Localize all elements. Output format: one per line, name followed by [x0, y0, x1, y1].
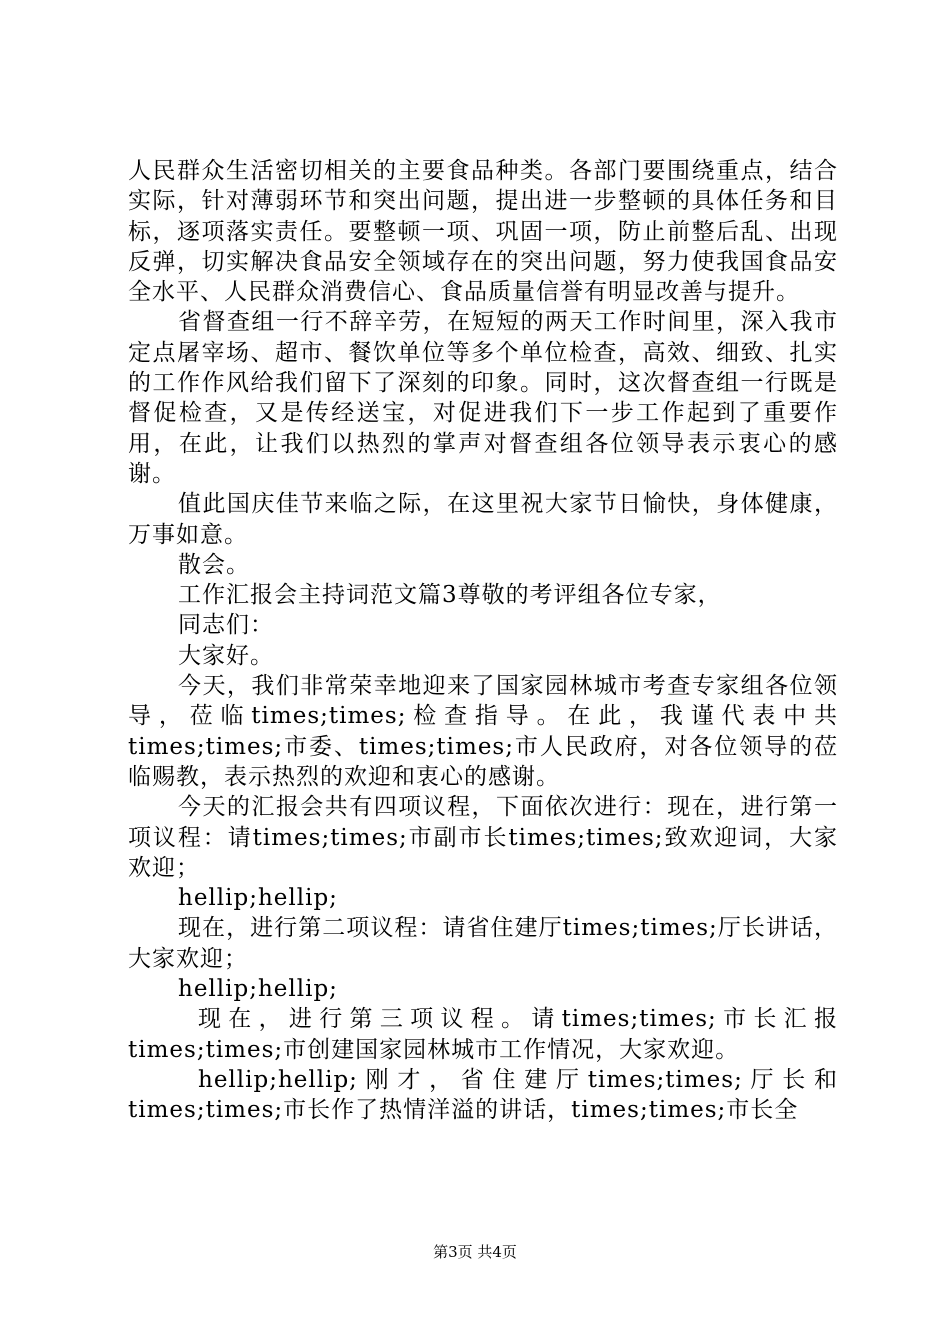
paragraph-ellipsis-1: hellip;hellip; [178, 885, 338, 912]
paragraph-inspection-team: 省督查组一行不辞辛劳，在短短的两天工作时间里，深入我市定点屠宰场、超市、餐饮单位等多个单位检查，高效、细致、扎实的工作作风给我们留下了深刻的印象。同时，这次督查组一行既是督促检查，又是传经送宝，对促进我们下一步工作起到了重要作用，在此，让我们以热烈的掌声对督查组各位领导表示衷心的感谢。 [128, 309, 838, 487]
paragraph-agenda-third: 现在，进行第三项议程。请times;times;市长汇报times;times;市创建国家园林城市工作情况，大家欢迎。 [128, 1006, 838, 1063]
page-footer [0, 1242, 950, 1262]
page-number-label: 第3页 共4页 [433, 1243, 517, 1261]
document-body [128, 156, 838, 1126]
paragraph-ellipsis-2: hellip;hellip; [178, 976, 338, 1003]
paragraph-holiday-wishes: 值此国庆佳节来临之际，在这里祝大家节日愉快，身体健康，万事如意。 [128, 491, 838, 548]
paragraph-closing-remarks: hellip;hellip;刚才，省住建厅times;times;厅长和times;times;市长作了热情洋溢的讲话，times;times;市长全 [128, 1066, 838, 1124]
paragraph-adjourn: 散会。 [178, 551, 250, 578]
paragraph-food-safety: 人民群众生活密切相关的主要食品种类。各部门要围绕重点，结合实际，针对薄弱环节和突出问题，提出进一步整顿的具体任务和目标，逐项落实责任。要整顿一项、巩固一项，防止前整后乱、出现反弹，切实解决食品安全领域存在的突出问题，努力使我国食品安全水平、人民群众消费信心、食品质量信誉有明显改善与提升。 [128, 158, 838, 306]
paragraph-agenda-second: 现在，进行第二项议程：请省住建厅times;times;厅长讲话，大家欢迎； [128, 915, 838, 972]
paragraph-welcome: 今天，我们非常荣幸地迎来了国家园林城市考查专家组各位领导，莅临times;times;检查指导。在此，我谨代表中共times;times;市委、times;times;市人民政府，对各位领导的莅临赐教，表示热烈的欢迎和衷心的感谢。 [128, 673, 838, 790]
paragraph-section-title: 工作汇报会主持词范文篇3尊敬的考评组各位专家， [178, 582, 722, 609]
paragraph-agenda-first: 今天的汇报会共有四项议程，下面依次进行：现在，进行第一项议程：请times;times;市副市长times;times;致欢迎词，大家欢迎； [128, 794, 838, 881]
paragraph-greeting-comrades: 同志们： [178, 612, 274, 639]
paragraph-greeting-hello: 大家好。 [178, 642, 274, 669]
